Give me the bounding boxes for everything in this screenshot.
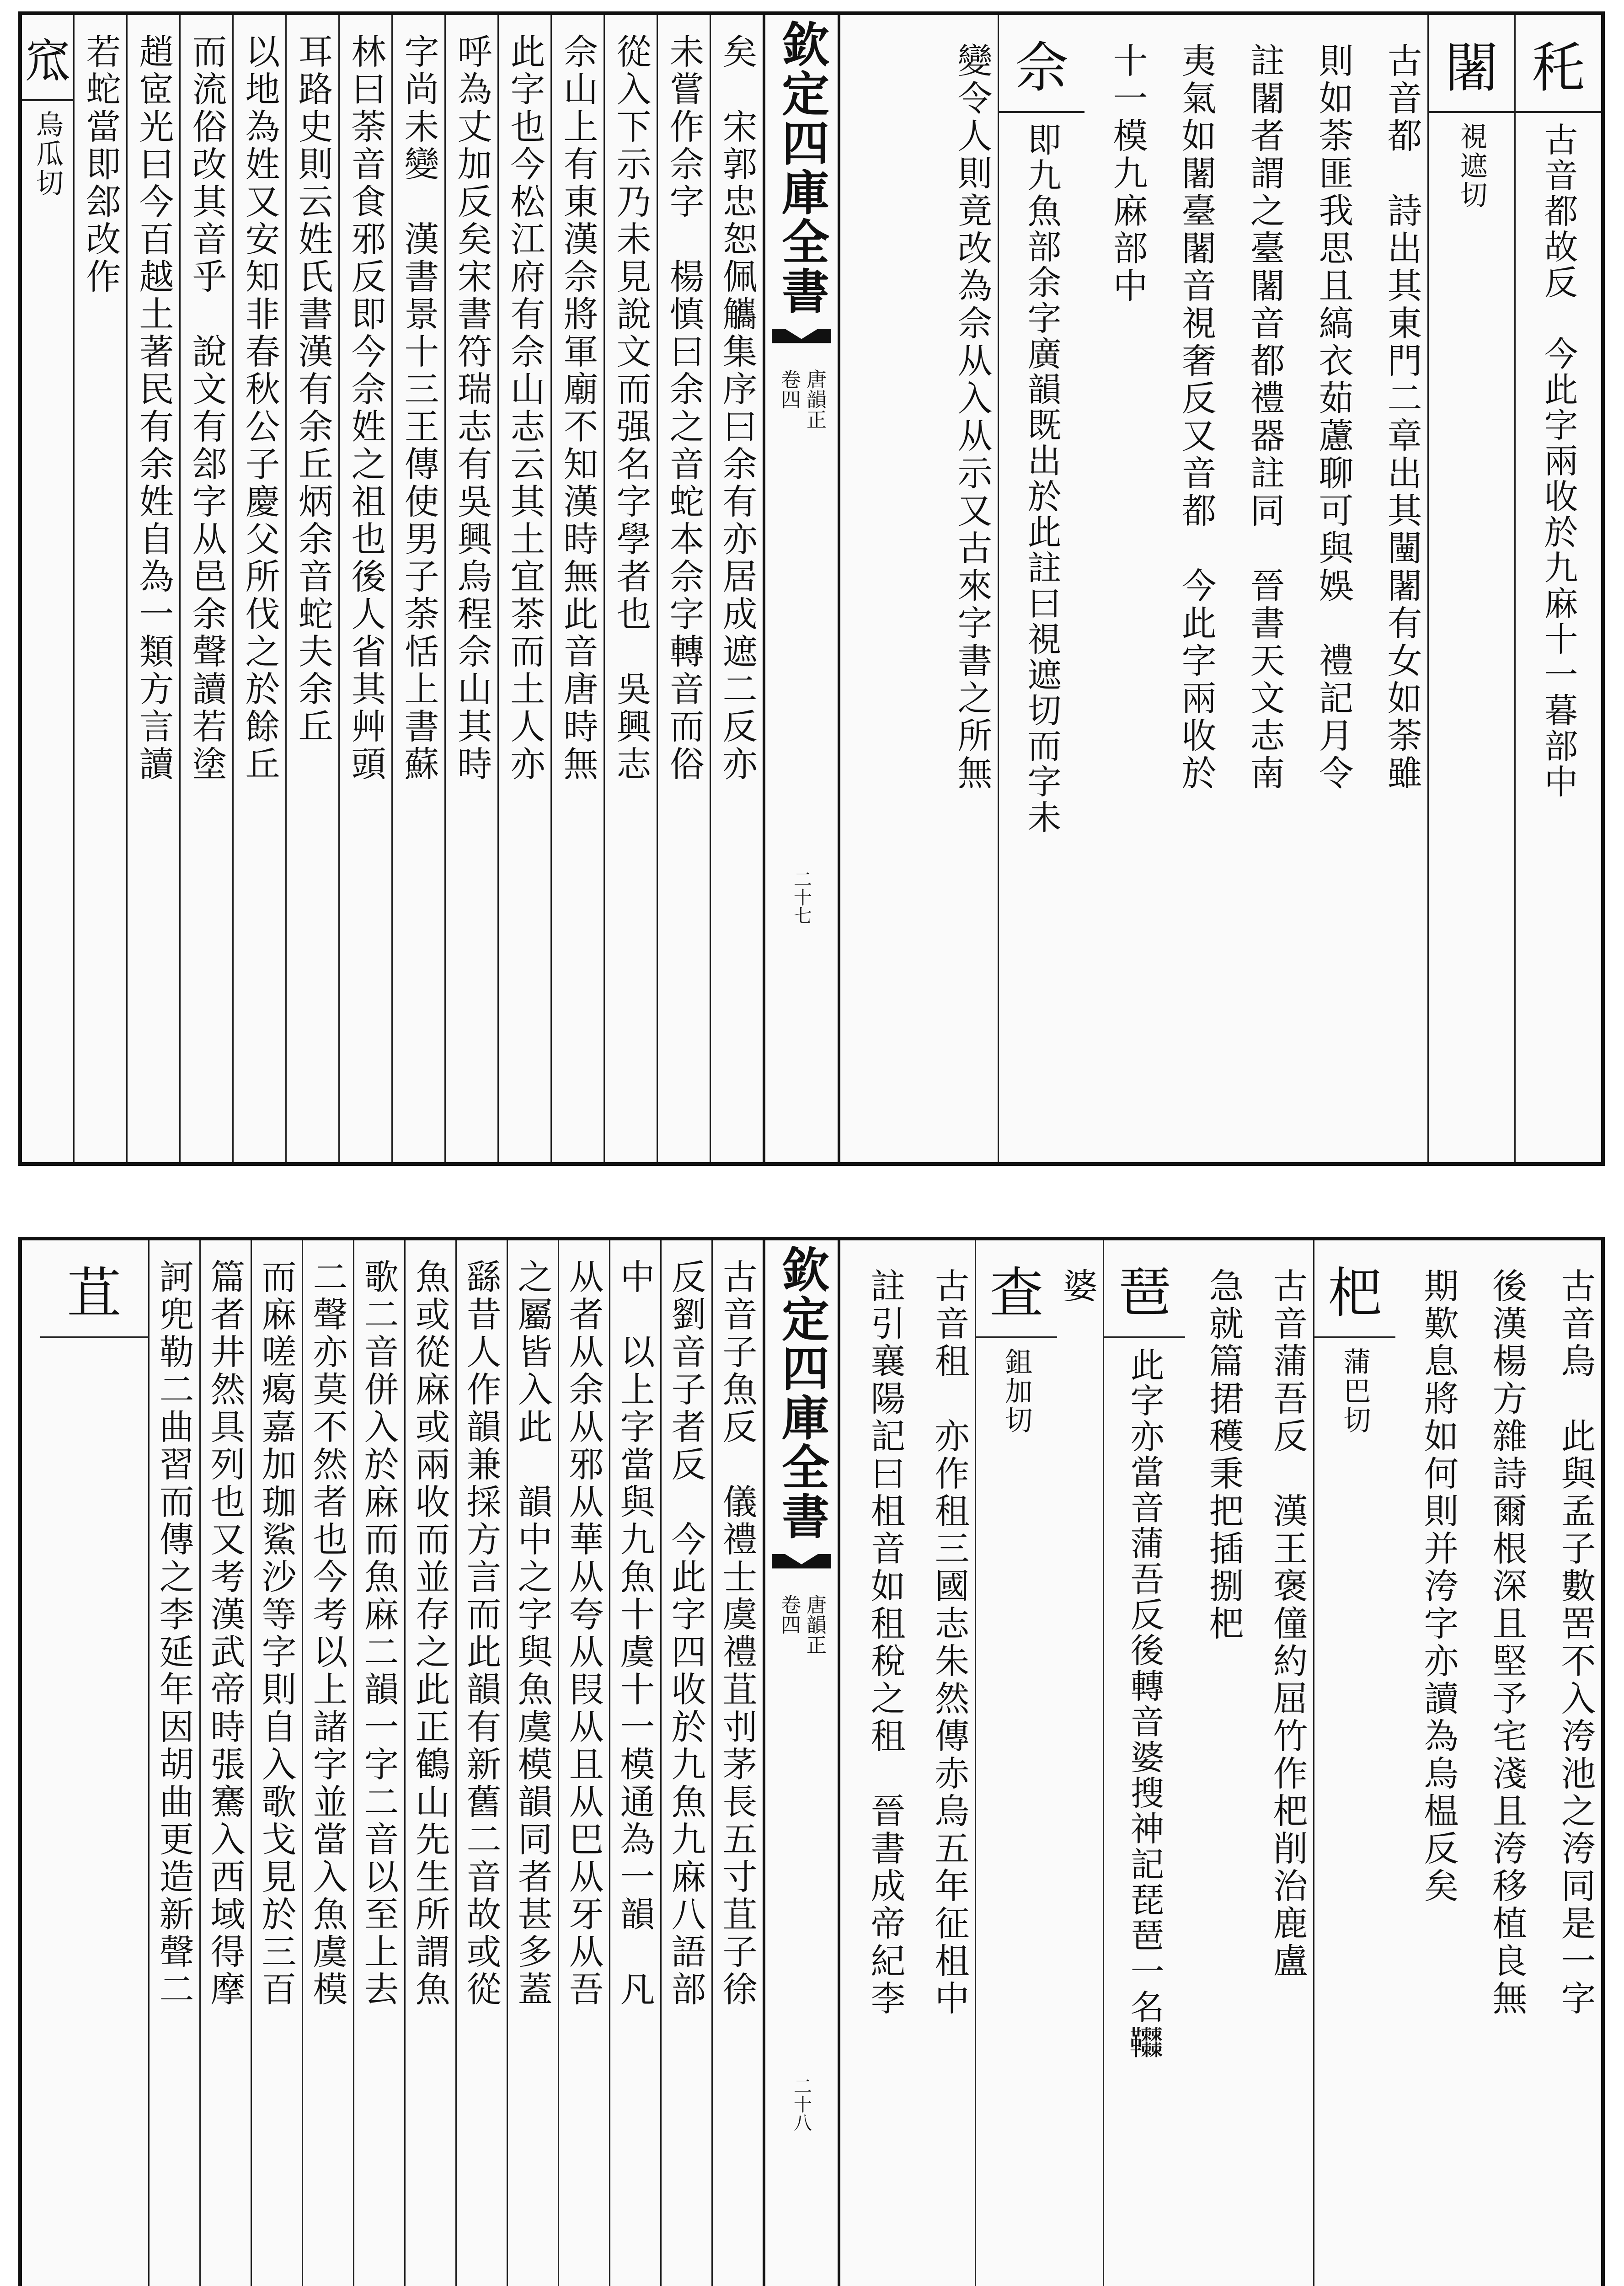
entry-pa — [1313, 1240, 1395, 2286]
text-column: 後漢楊方雜詩爾根深且堅予宅淺且洿移植良無 — [1487, 1268, 1528, 2018]
headword-tuo: 秅 — [1516, 15, 1601, 113]
fish-tail-mark — [772, 320, 831, 362]
page-number: 二十八 — [791, 2077, 812, 2131]
text-column: 註引襄陽記曰柤音如租稅之租 晉書成帝紀李 — [865, 1268, 906, 2018]
text-column: 未嘗作佘字 楊慎曰余之音蛇本佘字轉音而俗 — [657, 15, 710, 1162]
book-name: 唐韻正 — [803, 1594, 826, 1655]
entry-cha — [975, 1240, 1057, 2286]
text-column: 而流俗改其音乎 說文有郐字从邑余聲讀若塗 — [179, 15, 232, 1162]
text-column: 矣 宋郭忠恕佩觿集序曰余有亦居成遮二反亦 — [710, 15, 763, 1162]
collection-title: 欽定四庫全書 — [774, 1245, 830, 1541]
text-column: 從入下示乃未見說文而强名字學者也 吳興志 — [604, 15, 657, 1162]
entry-she — [998, 15, 1084, 1162]
text-column: 繇昔人作韻兼採方言而此韻有新舊二音故或從 — [455, 1240, 507, 2286]
text-column: 夷氣如闍臺闍音視奢反又音都 今此字兩收於 — [1176, 43, 1217, 792]
entry-ju — [40, 1240, 148, 2286]
text-column: 訶兜勒二曲習而傳之李延年因胡曲更造新聲二 — [148, 1240, 199, 2286]
headword-cha: 査 — [976, 1240, 1057, 1338]
headword-pa: 杷 — [1314, 1240, 1395, 1338]
headword-pa2: 琶 — [1104, 1240, 1185, 1338]
bottom-left-block — [22, 1240, 763, 2286]
headword-she: 佘 — [999, 15, 1084, 113]
text-column: 趙宧光曰今百越土著民有余姓自為一類方言讀 — [126, 15, 179, 1162]
text-column: 古音租 亦作租三國志朱然傳赤烏五年征柤中 — [929, 1268, 970, 2018]
volume-label: 卷四 — [777, 369, 801, 409]
book-meta — [777, 369, 826, 429]
text-column: 此字也今松江府有佘山志云其土宜茶而土人亦 — [497, 15, 550, 1162]
entry-reading: 蒲巴切 — [1339, 1347, 1371, 1435]
gutter-bottom — [763, 1240, 840, 2286]
text-column: 二聲亦莫不然者也今考以上諸字並當入魚虞模 — [302, 1240, 353, 2286]
entry-text: 即九魚部余字廣韻既出於此註曰視遮切而字未 — [1022, 122, 1062, 835]
text-column: 呼為丈加反矣宋書符瑞志有吳興烏程佘山其時 — [444, 15, 497, 1162]
entry-text: 此字亦當音蒲吾反後轉音婆搜神記琵琶一名𩎎 — [1125, 1347, 1165, 2061]
entry-text: 古音都故反 今此字兩收於九麻十一暮部中 — [1539, 122, 1578, 800]
text-column: 古音子魚反 儀禮士虞禮苴刌茅長五寸苴子徐 — [711, 1240, 763, 2286]
entry-wa — [22, 15, 73, 1162]
text-column: 林曰荼音食邪反即今佘姓之祖也後人省其艸頭 — [338, 15, 391, 1162]
fish-tail-mark — [772, 1546, 831, 1587]
headword-du: 闍 — [1429, 15, 1514, 113]
collection-title: 欽定四庫全書 — [774, 20, 830, 316]
entry-reading: 鉏加切 — [1000, 1347, 1033, 1435]
book-meta — [777, 1594, 826, 1655]
text-column: 古音烏 此與孟子數罟不入洿池之洿同是一字 — [1555, 1268, 1596, 2018]
text-column: 則如荼匪我思且縞衣茹藘聊可與娛 禮記月令 — [1313, 43, 1354, 792]
text-column: 變令人則竟改為佘从入从示又古來字書之所無 — [952, 43, 993, 792]
entry-reading: 烏瓜切 — [32, 110, 64, 198]
text-column: 若蛇當即郐改作 — [73, 15, 126, 1162]
text-column: 急就篇捃穫秉把插捌杷 — [1203, 1268, 1244, 1643]
page-number: 二十七 — [791, 870, 812, 924]
entry-tuo — [1514, 15, 1601, 1162]
text-column: 期歎息將如何則并洿字亦讀為烏榅反矣 — [1418, 1268, 1459, 1905]
headword-wa: 窊 — [22, 15, 73, 101]
gutter-top — [763, 15, 840, 1162]
volume-label: 卷四 — [777, 1594, 801, 1634]
book-name: 唐韻正 — [803, 369, 826, 429]
text-column: 从者从余从邪从華从夸从叚从且从巴从牙从吾 — [558, 1240, 609, 2286]
text-column: 耳路史則云姓氏書漢有余丘炳余音蛇夫余丘 — [285, 15, 338, 1162]
page-bottom — [18, 1237, 1605, 2286]
bottom-right-blocks — [787, 1240, 1601, 2286]
text-column: 十一模九麻部中 — [1107, 43, 1148, 305]
entry-du — [1427, 15, 1514, 1162]
text-column: 佘山上有東漢佘將軍廟不知漢時無此音唐時無 — [550, 15, 604, 1162]
top-left-block — [22, 15, 763, 1162]
text-column: 古音都 詩出其東門二章出其闉闍有女如荼雖 — [1382, 43, 1422, 792]
text-column: 歌二音併入於麻而魚麻二韻一字二音以至上去 — [353, 1240, 404, 2286]
text-column: 婆 — [1057, 1268, 1098, 1305]
entry-reading: 視遮切 — [1455, 122, 1488, 210]
entry-pa2 — [1103, 1240, 1185, 2286]
text-column: 註闍者謂之臺闍音都禮器註同 晉書天文志南 — [1245, 43, 1285, 792]
headword-ju: 苴 — [40, 1240, 148, 1338]
page-top — [18, 11, 1605, 1166]
text-column: 篇者井然具列也又考漢武帝時張騫入西域得摩 — [199, 1240, 251, 2286]
text-column: 之屬皆入此 韻中之字與魚虞模韻同者甚多蓋 — [507, 1240, 558, 2286]
text-column: 字尚未變 漢書景十三王傳使男子荼恬上書蘇 — [391, 15, 444, 1162]
text-column: 反劉音子者反 今此字四收於九魚九麻八語部 — [660, 1240, 711, 2286]
text-column: 魚或從麻或兩收而並存之此正鶴山先生所謂魚 — [404, 1240, 455, 2286]
text-column: 而麻嗟𤸎嘉加珈鯊沙等字則自入歌戈見於三百 — [251, 1240, 302, 2286]
top-right-blocks — [796, 15, 1601, 1162]
text-column: 中 以上字當與九魚十虞十一模通為一韻 凡 — [609, 1240, 660, 2286]
text-column: 以地為姓又安知非春秋公子慶父所伐之於餘丘 — [232, 15, 285, 1162]
text-column: 古音蒲吾反 漢王褒僮約屈竹作杷削治鹿盧 — [1267, 1268, 1308, 1980]
